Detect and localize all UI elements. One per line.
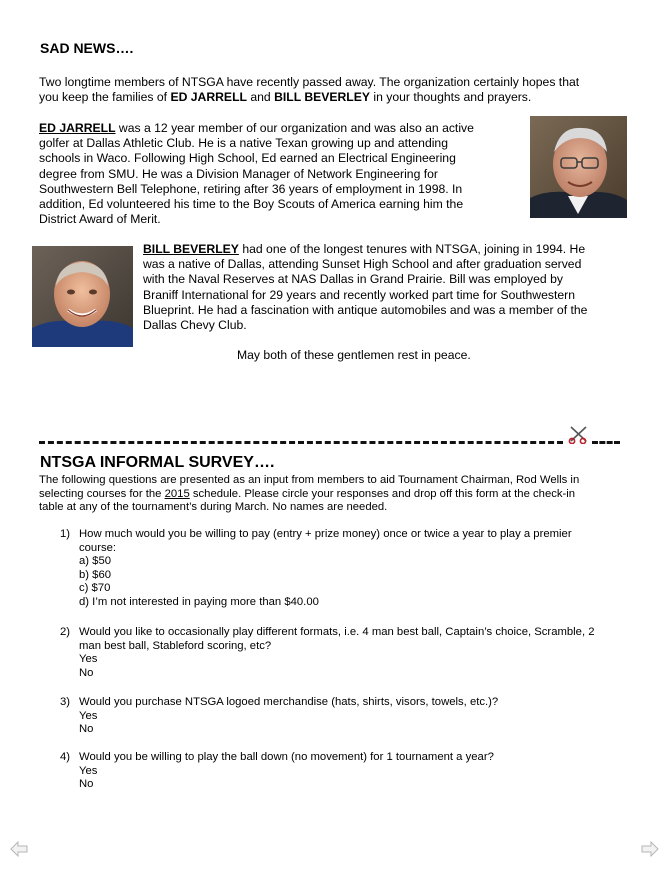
ed-jarrell-photo xyxy=(530,116,627,218)
survey-intro xyxy=(39,474,579,515)
ed-line-6: addition, Ed volunteered his time to the Boy Scouts of America earning him the xyxy=(39,197,464,212)
intro-line-2 xyxy=(39,90,579,105)
survey-intro-line-3: table at any of the tournament’s during March. No names are needed. xyxy=(39,501,388,514)
question-text: How much would you be willing to pay (entry + prize money) once or twice a year to play a premier xyxy=(79,528,572,540)
ed-line-3: schools in Waco. Following High School, Ed earned an Electrical Engineering xyxy=(39,151,456,166)
answer-option: a) $50 xyxy=(79,555,112,568)
ed-name: ED JARRELL xyxy=(39,121,116,135)
bill-beverley-photo xyxy=(32,246,133,347)
ed-line-4: degree from SMU. He was a Division Manager of Network Engineering for xyxy=(39,166,438,181)
intro-name-bill: BILL BEVERLEY xyxy=(274,90,371,105)
survey-question-4 xyxy=(60,751,494,792)
survey-intro-text: selecting courses for the xyxy=(39,487,165,500)
survey-question-3 xyxy=(60,696,498,737)
bill-line-1: had one of the longest tenures with NTSGA, joining in 1994. He xyxy=(238,242,586,256)
question-text-cont: man best ball, Stableford scoring, etc? xyxy=(79,639,272,652)
answer-option: c) $70 xyxy=(79,582,111,595)
sad-news-heading: SAD NEWS…. xyxy=(40,40,134,56)
left-arrow-icon[interactable] xyxy=(10,841,28,857)
closing-line: May both of these gentlemen rest in peace. xyxy=(237,348,471,362)
question-number: 4) xyxy=(60,751,71,763)
question-text: Would you be willing to play the ball down (no movement) for 1 tournament a year? xyxy=(79,751,494,763)
question-text-cont: course: xyxy=(79,541,117,554)
answer-option: Yes xyxy=(79,764,98,777)
cut-line-left xyxy=(39,441,563,444)
survey-question-2 xyxy=(60,626,595,680)
intro-text-and: and xyxy=(246,90,275,105)
survey-intro-line-1: The following questions are presented as an input from members to aid Tournament Chairman, Rod Wells in xyxy=(39,474,580,486)
bill-line-2: was a native of Dallas, attending Sunset High School and after graduation served xyxy=(143,257,582,272)
answer-option: No xyxy=(79,778,94,791)
bill-line-4: Braniff International for 29 years and recently worked part time for Southwestern xyxy=(143,287,575,302)
right-arrow-icon[interactable] xyxy=(641,841,659,857)
answer-option: No xyxy=(79,723,94,736)
ed-jarrell-bio xyxy=(39,121,474,227)
answer-option: d) I’m not interested in paying more than $40.00 xyxy=(79,595,319,608)
question-number: 2) xyxy=(60,626,71,638)
intro-line-1: Two longtime members of NTSGA have recently passed away. The organization certainly hopes that xyxy=(39,75,580,89)
answer-option: Yes xyxy=(79,653,98,666)
survey-intro-text-end: schedule. Please circle your responses and drop off this form at the check-in xyxy=(189,487,576,500)
ed-line-7: District Award of Merit. xyxy=(39,212,161,227)
bill-line-6: Dallas Chevy Club. xyxy=(143,318,247,333)
bill-line-5: Blueprint. He had a fascination with antique automobiles and was a member of the xyxy=(143,302,588,317)
question-number: 3) xyxy=(60,696,71,708)
answer-option: b) $60 xyxy=(79,568,112,581)
survey-heading: NTSGA INFORMAL SURVEY…. xyxy=(40,454,275,471)
ed-line-2: golfer at Dallas Athletic Club. He is a native Texan growing up and attending xyxy=(39,136,448,151)
cut-line-right xyxy=(592,441,620,444)
ed-line-5: Southwestern Bell Telephone, retiring after 36 years of employment in 1998. In xyxy=(39,181,463,196)
answer-option: Yes xyxy=(79,709,98,722)
question-text: Would you purchase NTSGA logoed merchandise (hats, shirts, visors, towels, etc.)? xyxy=(79,696,499,708)
question-number: 1) xyxy=(60,528,71,540)
bill-line-3: with the Naval Reserves at NAS Dallas in Grand Prairie. Bill was employed by xyxy=(143,272,563,287)
intro-name-ed: ED JARRELL xyxy=(170,90,247,105)
sad-news-intro xyxy=(39,75,579,105)
intro-text-end: in your thoughts and prayers. xyxy=(370,90,532,105)
ed-line-1: was a 12 year member of our organization and was also an active xyxy=(115,121,474,135)
question-text: Would you like to occasionally play different formats, i.e. 4 man best ball, Captain’s choice, Scramble, 2 xyxy=(79,626,595,638)
answer-option: No xyxy=(79,666,94,679)
survey-question-1 xyxy=(60,528,572,610)
survey-year: 2015 xyxy=(164,487,190,500)
survey-intro-line-2 xyxy=(39,488,579,502)
bill-beverley-bio xyxy=(143,242,587,333)
bill-name: BILL BEVERLEY xyxy=(143,242,239,256)
intro-text: you keep the families of xyxy=(39,90,171,105)
scissors-icon xyxy=(568,424,590,444)
